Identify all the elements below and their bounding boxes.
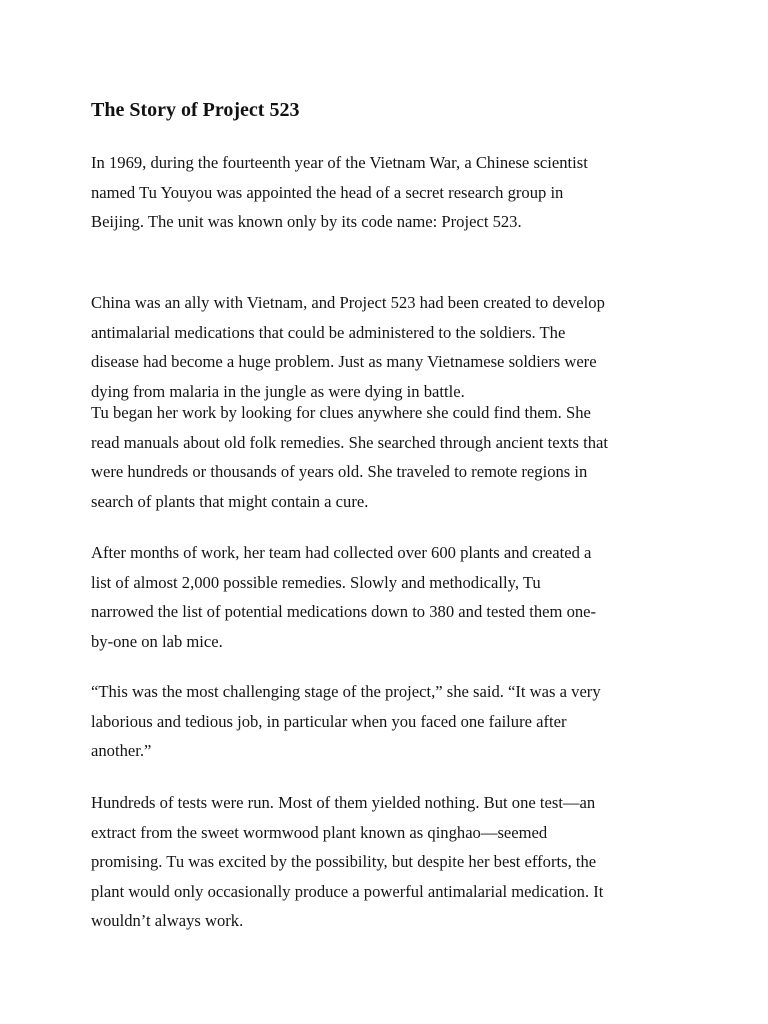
paragraph-line: laborious and tedious job, in particular when you faced one failure after [91,711,567,731]
paragraph-line: disease had become a huge problem. Just as many Vietnamese soldiers were [91,352,597,371]
paragraph-line: Beijing. The unit was known only by its code name: Project 523. [91,212,522,231]
paragraph-line: another.” [91,741,152,760]
paragraph-line: narrowed the list of potential medications down to 380 and tested them one- [91,602,597,621]
paragraph-line: by-one on lab mice. [91,631,223,651]
paragraph-line: Hundreds of tests were run. Most of them yielded nothing. But one test—an [91,793,596,812]
paragraph-line: search of plants that might contain a cure. [91,491,369,511]
paragraph-line: extract from the sweet wormwood plant known as qinghao—seemed [91,822,548,842]
document-title: The Story of Project 523 [91,99,300,121]
paragraph-line: In 1969, during the fourteenth year of the Vietnam War, a Chinese scientist [91,153,588,172]
paragraph-line: promising. Tu was excited by the possibility, but despite her best efforts, the [91,852,597,871]
paragraph-line: antimalarial medications that could be administered to the soldiers. The [91,322,566,342]
paragraph-line: China was an ally with Vietnam, and Project 523 had been created to develop [91,293,605,312]
paragraph-line: Tu began her work by looking for clues anywhere she could find them. She [91,403,591,422]
paragraph-line: After months of work, her team had collected over 600 plants and created a [91,543,592,562]
paragraph-2 [91,288,605,406]
paragraph-line: wouldn’t always work. [91,911,244,930]
paragraph-line: list of almost 2,000 possible remedies. Slowly and methodically, Tu [91,572,541,592]
paragraph-line: “This was the most challenging stage of the project,” she said. “It was a very [91,682,601,701]
paragraph-4 [91,538,596,656]
paragraph-3 [91,398,608,516]
paragraph-line: plant would only occasionally produce a powerful antimalarial medication. It [91,881,604,901]
paragraph-6 [91,788,603,936]
paragraph-line: were hundreds or thousands of years old. She traveled to remote regions in [91,462,588,481]
paragraph-1 [91,148,588,237]
paragraph-5 [91,677,601,766]
paragraph-line: named Tu Youyou was appointed the head of a secret research group in [91,182,564,202]
paragraph-line: dying from malaria in the jungle as were dying in battle. [91,381,465,401]
paragraph-line: read manuals about old folk remedies. She searched through ancient texts that [91,432,609,452]
